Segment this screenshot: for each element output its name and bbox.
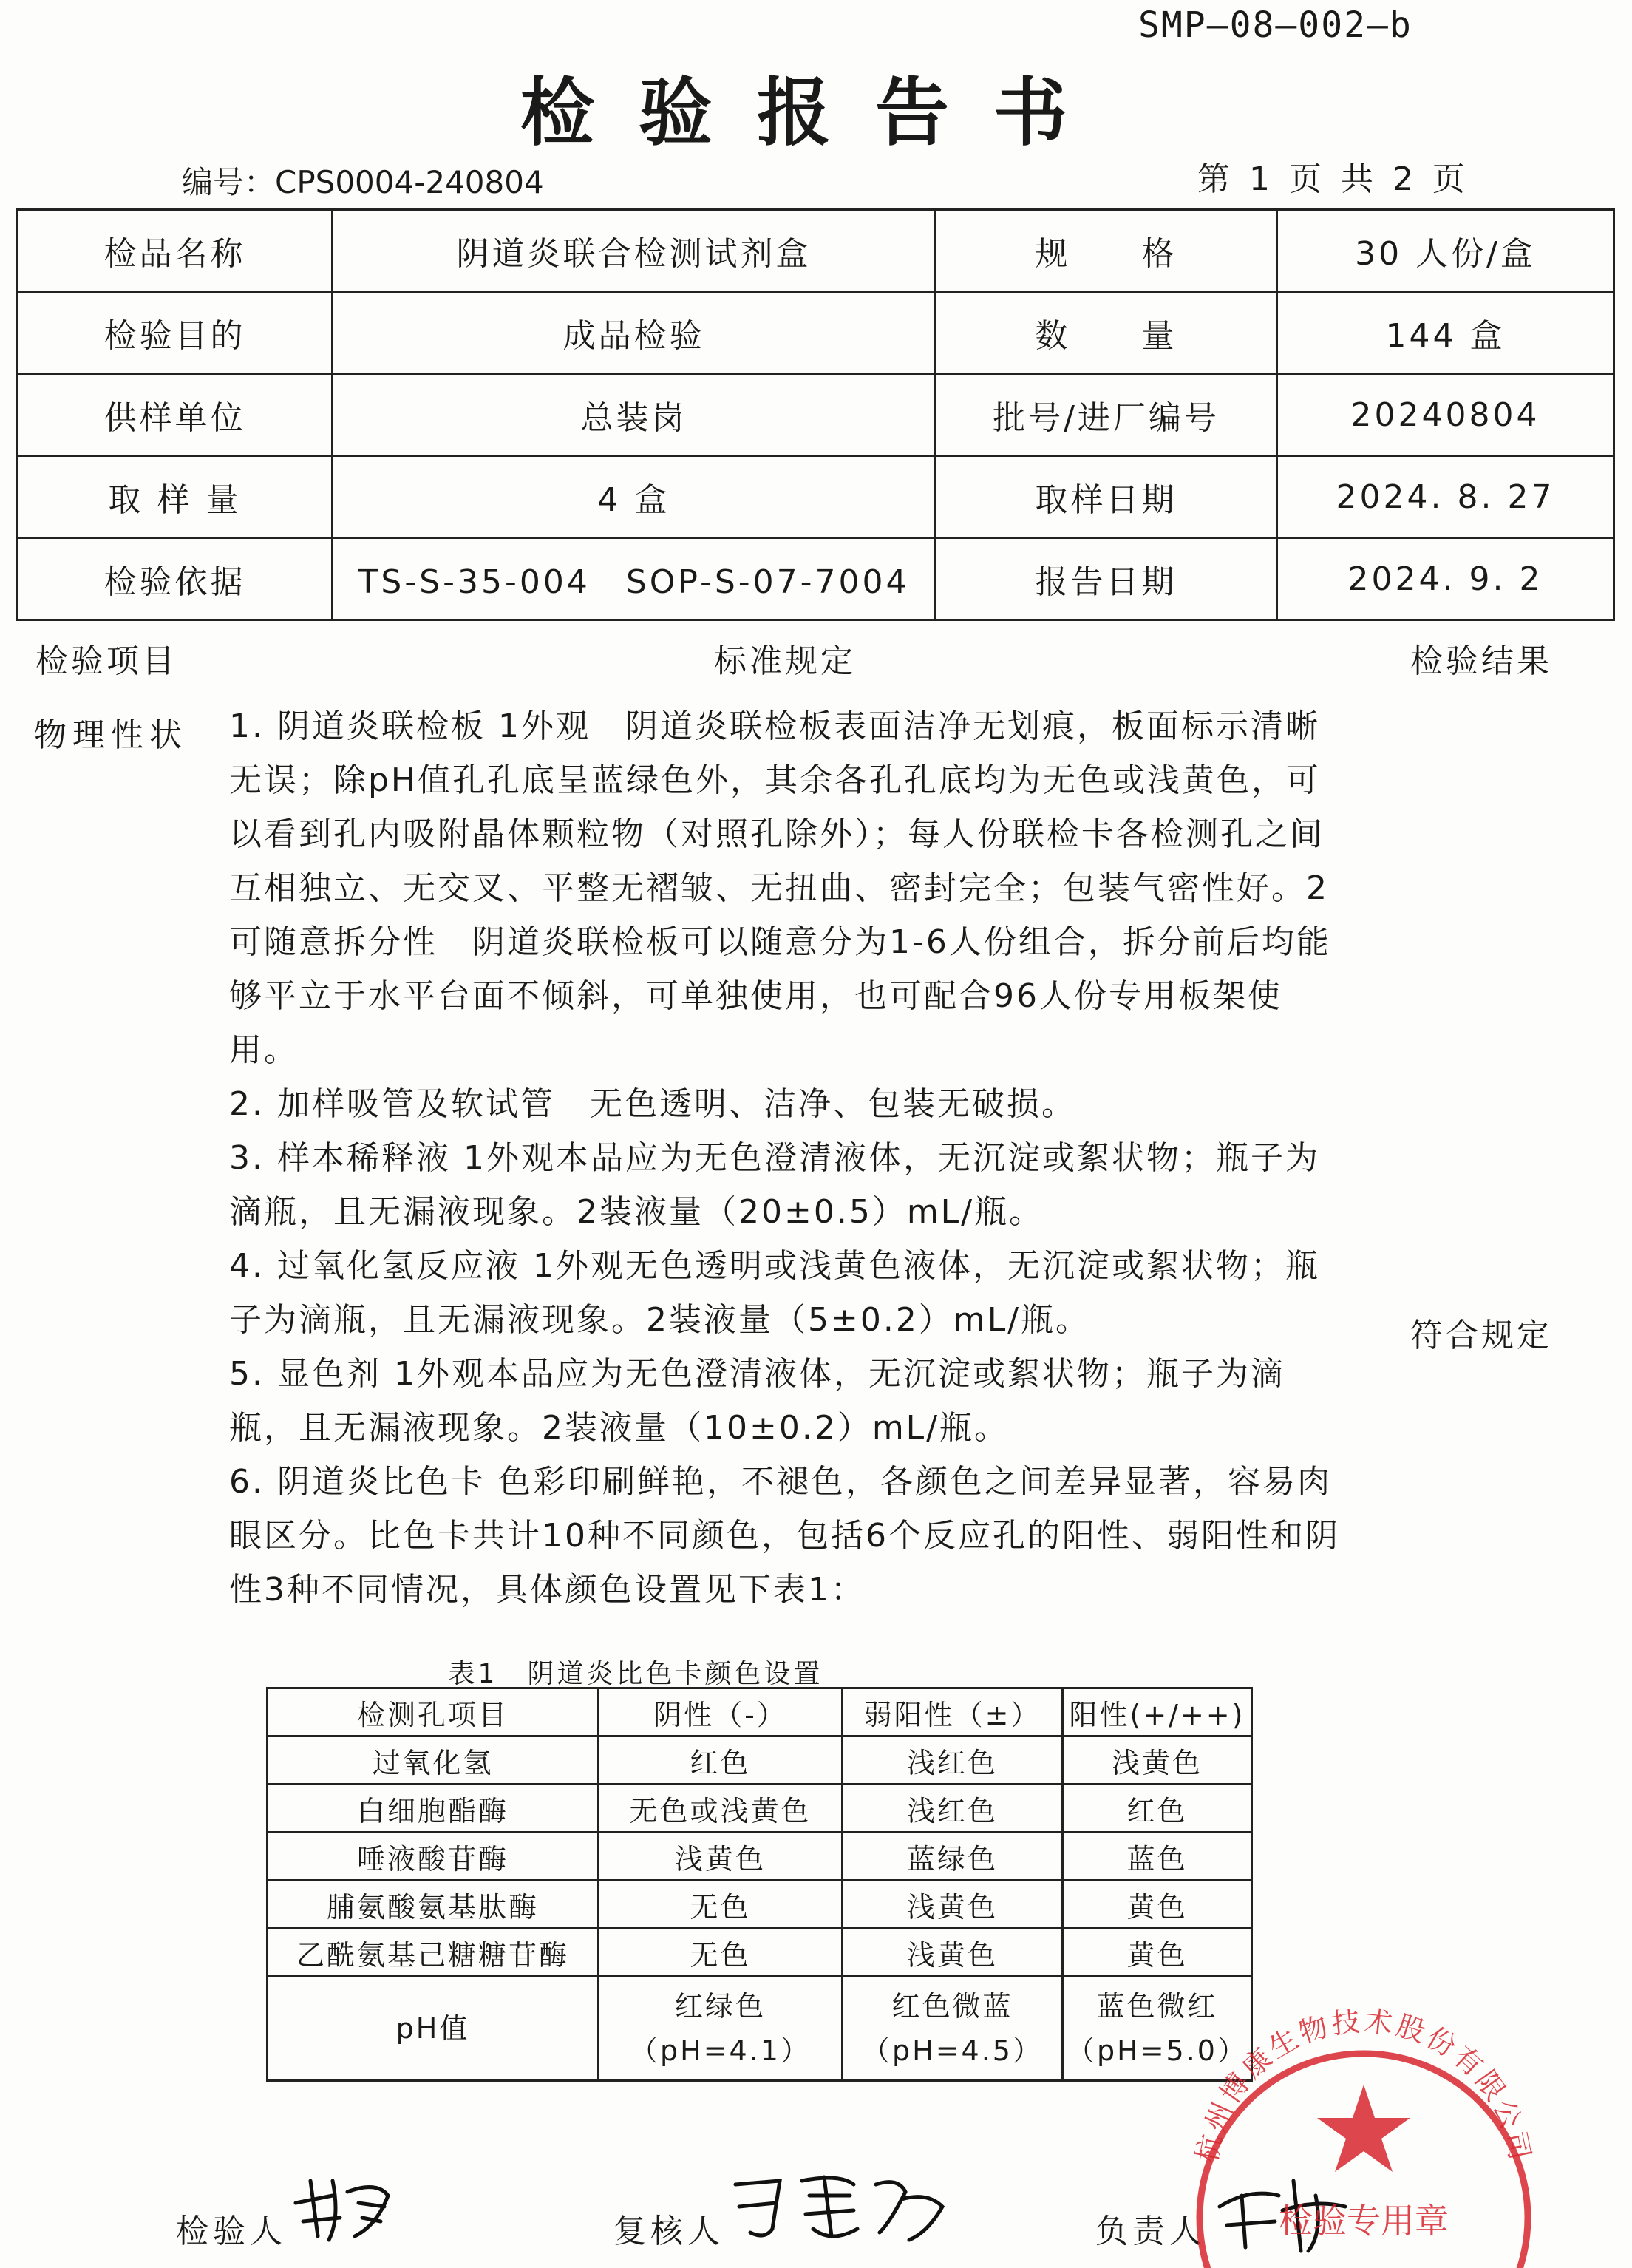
color-table-cell: 浅黄色 xyxy=(1063,1736,1252,1785)
cell-color: pH值 xyxy=(395,2012,470,2045)
info-label: 检品名称 xyxy=(18,210,333,292)
reviewer-label: 复核人 xyxy=(613,2213,724,2250)
color-table-header: 阳性(+/++) xyxy=(1063,1688,1252,1736)
standard-paragraph: 2. 加样吸管及软试管 无色透明、洁净、包装无破损。 xyxy=(229,1085,1076,1123)
standard-paragraph: 4. 过氧化氢反应液 1外观无色透明或浅黄色液体，无沉淀或絮状物；瓶子为滴瓶，且无漏液现象。2装液量（5±0.2）mL/瓶。 xyxy=(229,1247,1320,1339)
reviewer-signature xyxy=(728,2162,950,2251)
color-table-cell: 无色或浅黄色 xyxy=(599,1785,843,1833)
info-label: 报告日期 xyxy=(936,538,1277,620)
standard-paragraph: 3. 样本稀释液 1外观本品应为无色澄清液体，无沉淀或絮状物；瓶子为滴瓶，且无漏液现象。2装液量（20±0.5）mL/瓶。 xyxy=(229,1139,1320,1231)
cell-ph-value: （pH=4.5） xyxy=(862,2034,1043,2067)
color-table-header: 阴性（-） xyxy=(599,1688,843,1736)
svg-text:检验专用章: 检验专用章 xyxy=(1279,2201,1449,2241)
color-table-cell: 白细胞酯酶 xyxy=(268,1785,599,1833)
serial-number: 编号：CPS0004-240804 xyxy=(182,164,544,200)
color-table-cell: 浅黄色 xyxy=(843,1881,1063,1929)
inspector-label: 检验人 xyxy=(176,2213,287,2250)
info-value: 144 盒 xyxy=(1277,292,1614,374)
info-value: 2024. 9. 2 xyxy=(1277,538,1614,620)
color-table-cell: 无色 xyxy=(599,1929,843,1977)
info-value: TS-S-35-004 SOP-S-07-7004 xyxy=(333,538,936,620)
color-table-cell: 浅红色 xyxy=(843,1785,1063,1833)
info-value: 30 人份/盒 xyxy=(1277,210,1614,292)
page-indicator: 第 1 页 共 2 页 xyxy=(1197,160,1469,198)
info-row xyxy=(18,456,1614,538)
standard-text xyxy=(229,699,1344,1617)
info-value: 2024. 8. 27 xyxy=(1277,456,1614,538)
responsible-label: 负责人 xyxy=(1095,2213,1206,2250)
doc-code: SMP—08—002—b xyxy=(1138,4,1412,46)
color-table-row xyxy=(268,1881,1252,1929)
info-value: 总装岗 xyxy=(333,374,936,456)
color-table xyxy=(266,1687,1253,2082)
color-table-cell: 浅黄色 xyxy=(599,1833,843,1881)
info-value: 4 盒 xyxy=(333,456,936,538)
color-table-cell: 浅黄色 xyxy=(843,1929,1063,1977)
color-table-header: 弱阳性（±） xyxy=(843,1688,1063,1736)
color-table-cell: 唾液酸苷酶 xyxy=(268,1833,599,1881)
col-header-item: 检验项目 xyxy=(35,642,177,680)
info-table xyxy=(16,208,1615,621)
standard-paragraph: 5. 显色剂 1外观本品应为无色澄清液体，无沉淀或絮状物；瓶子为滴瓶，且无漏液现象。2装液量（10±0.2）mL/瓶。 xyxy=(229,1355,1285,1447)
cell-color: 红绿色 xyxy=(674,1990,766,2023)
inspector-signature xyxy=(288,2166,399,2247)
color-table-cell: 无色 xyxy=(599,1881,843,1929)
color-table-cell: 蓝绿色 xyxy=(843,1833,1063,1881)
col-header-result: 检验结果 xyxy=(1410,642,1552,680)
color-table-header: 检测孔项目 xyxy=(268,1688,599,1736)
cell-color: 蓝色微红 xyxy=(1096,1990,1218,2023)
info-label: 取样日期 xyxy=(936,456,1277,538)
info-row xyxy=(18,292,1614,374)
color-table-cell: 蓝色 xyxy=(1063,1833,1252,1881)
color-table-cell xyxy=(599,1977,843,2081)
cell-ph-value: （pH=4.1） xyxy=(630,2034,811,2067)
color-table-row xyxy=(268,1833,1252,1881)
info-label: 规 格 xyxy=(936,210,1277,292)
standard-paragraph: 1. 阴道炎联检板 1外观 阴道炎联检板表面洁净无划痕，板面标示清晰无误；除pH值孔孔底呈蓝绿色外，其余各孔孔底均为无色或浅黄色，可以看到孔内吸附晶体颗粒物（对照孔除外）；每人份联检卡各检测孔之间互相独立、无交叉、平整无褶皱、无扭曲、密封完全；包装气密性好。2可随意拆分性 阴道炎联检板可以随意分为1-6人份组合，拆分前后均能够平立于水平台面不倾斜，可单独使用，也可配合96人份专用板架使用。 xyxy=(229,707,1331,1069)
info-label: 数 量 xyxy=(936,292,1277,374)
col-header-standard: 标准规定 xyxy=(714,642,856,680)
table-caption: 表1 阴道炎比色卡颜色设置 xyxy=(448,1659,823,1689)
color-table-cell xyxy=(268,1977,599,2081)
result-text: 符合规定 xyxy=(1410,1317,1552,1354)
color-table-row xyxy=(268,1929,1252,1977)
info-value: 成品检验 xyxy=(333,292,936,374)
color-table-cell: 红色 xyxy=(599,1736,843,1785)
color-table-cell: 脯氨酸氨基肽酶 xyxy=(268,1881,599,1929)
color-table-cell: 乙酰氨基己糖糖苷酶 xyxy=(268,1929,599,1977)
info-label: 取 样 量 xyxy=(18,456,333,538)
category-label: 物理性状 xyxy=(34,716,188,754)
color-table-row-ph xyxy=(268,1977,1252,2081)
info-label: 检验依据 xyxy=(18,538,333,620)
cell-color: 红色微蓝 xyxy=(891,1990,1013,2023)
color-table-cell: 黄色 xyxy=(1063,1881,1252,1929)
color-table-cell: 过氧化氢 xyxy=(268,1736,599,1785)
info-row xyxy=(18,210,1614,292)
color-table-cell xyxy=(843,1977,1063,2081)
color-table-cell: 黄色 xyxy=(1063,1929,1252,1977)
svg-text:杭州博康生物技术股份有限公司: 杭州博康生物技术股份有限公司 xyxy=(1190,2004,1537,2166)
page-title: 检验报告书 xyxy=(520,69,1112,156)
info-value: 阴道炎联合检测试剂盒 xyxy=(333,210,936,292)
inspection-stamp xyxy=(1183,1996,1545,2268)
cell-ph-value: （pH=5.0） xyxy=(1067,2034,1248,2067)
info-label: 批号/进厂编号 xyxy=(936,374,1277,456)
info-label: 检验目的 xyxy=(18,292,333,374)
info-label: 供样单位 xyxy=(18,374,333,456)
standard-paragraph: 6. 阴道炎比色卡 色彩印刷鲜艳，不褪色，各颜色之间差异显著，容易肉眼区分。比色卡共计10种不同颜色，包括6个反应孔的阳性、弱阳性和阴性3种不同情况，具体颜色设置见下表1： xyxy=(229,1463,1340,1609)
color-table-cell: 红色 xyxy=(1063,1785,1252,1833)
info-value: 20240804 xyxy=(1277,374,1614,456)
info-row xyxy=(18,538,1614,620)
color-table-row xyxy=(268,1736,1252,1785)
color-table-cell: 浅红色 xyxy=(843,1736,1063,1785)
info-row xyxy=(18,374,1614,456)
color-table-row xyxy=(268,1785,1252,1833)
